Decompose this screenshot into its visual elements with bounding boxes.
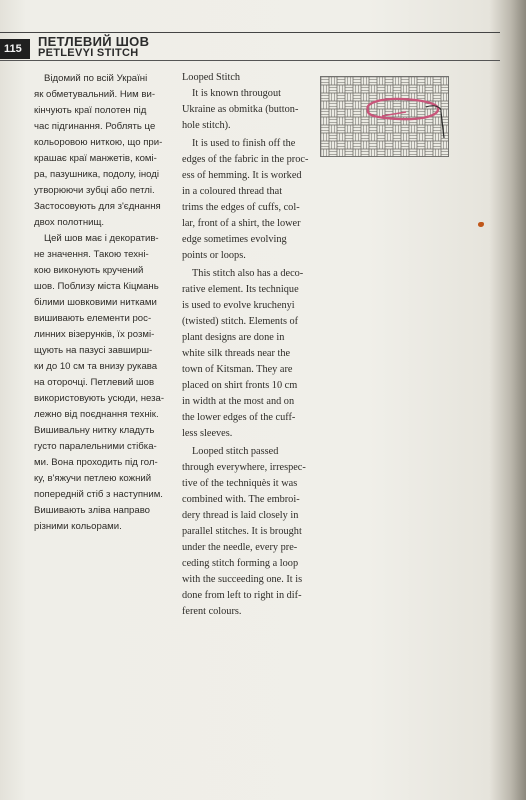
ukrainian-text-line: використовують усюди, неза- [34,393,165,404]
english-text-line: with the succeeding one. It is [182,574,303,585]
english-text-line: parallel stitches. It is brought [182,526,302,537]
english-text-line: hole stitch). [182,120,231,131]
ukrainian-text-line: на оторочці. Петлевий шов [34,377,155,388]
english-text-line: in width at the most and on [182,396,295,407]
ukrainian-text-line: щують на пазусі завширш- [34,345,153,356]
ukrainian-text-line: як обметувальний. Ним ви- [34,89,156,100]
ukrainian-text-line: Цей шов має і декоратив- [44,233,159,244]
english-text-line: plant designs are done in [182,332,285,343]
title-ukrainian: ПЕТЛЕВИЙ ШОВ [38,34,150,49]
english-text-column [182,70,312,620]
ukrainian-text-line: білими шовковими нитками [34,297,157,308]
english-text-line: Ukraine as obmitka (button- [182,104,299,115]
english-text-line: ceding stitch forming a loop [182,558,299,569]
english-text-line: combined with. The embroi- [182,494,300,505]
english-text-line: rative element. Its technique [182,284,299,295]
title-english: PETLEVYI STITCH [38,47,139,59]
english-text-line: done from left to right in dif- [182,590,302,601]
english-text-line: It is used to finish off the [192,138,296,149]
ukrainian-text-line: кою виконують кручений [34,265,144,276]
page-number: 115 [0,39,30,59]
ukrainian-text-column [34,71,164,535]
english-text-line: in a coloured thread that [182,186,283,197]
english-text-line: trims the edges of cuffs, col- [182,202,300,213]
header-bottom-rule [0,60,500,61]
english-text-line: tive of the techniquès it was [182,478,298,489]
english-text-line: ess of hemming. It is worked [182,170,302,181]
ukrainian-text-line: вишивають елементи рос- [34,313,152,324]
ukrainian-text-line: Відомий по всій Україні [44,73,148,84]
english-text-line: (twisted) stitch. Elements of [182,316,299,327]
stitch-diagram-icon [320,76,449,157]
header-top-rule [0,32,500,33]
ukrainian-text-line: ми. Вона проходить під гол- [34,457,158,468]
ukrainian-text-line: густо паралельними стібка- [34,441,157,452]
english-heading: Looped Stitch [182,72,241,83]
english-text-line: edge sometimes evolving [182,234,287,245]
ukrainian-text-line: шов. Поблизу міста Кіцмань [34,281,159,292]
ukrainian-text-line: час підгинання. Роблять це [34,121,156,132]
english-text-line: through everywhere, irrespec- [182,462,306,473]
ukrainian-text-line: Вишивають зліва направо [34,505,151,516]
english-text-line: ferent colours. [182,606,242,617]
ukrainian-text-line: кінчують краї полотен під [34,105,147,116]
ukrainian-text-line: не значення. Такою техні- [34,249,149,260]
english-text-line: under the needle, every pre- [182,542,298,553]
ukrainian-text-line: ра, пазушника, подолу, іноді [34,169,160,180]
english-text-line: white silk threads near the [182,348,291,359]
english-text-line: It is known througout [192,88,281,99]
english-text-line: points or loops. [182,250,246,261]
ukrainian-text-line: лежно від поєднання технік. [34,409,159,420]
english-text-line: town of Kitsman. They are [182,364,293,375]
english-text-line: edges of the fabric in the proc- [182,154,309,165]
ukrainian-text-line: утворюючи зубці або петлі. [34,185,155,196]
english-text-line: placed on shirt fronts 10 cm [182,380,298,391]
english-text-line: lar, front of a shirt, the lower [182,218,301,229]
ukrainian-text-line: різними кольорами. [34,521,122,532]
english-text-line: the lower edges of the cuff- [182,412,296,423]
ukrainian-text-line: ку, в'яжучи петлею кожний [34,473,152,484]
ukrainian-text-line: Застосовують для з'єднання [34,201,161,212]
english-text-line: Looped stitch passed [192,446,279,457]
ukrainian-text-line: линних візерунків, їх розмі- [34,329,155,340]
ukrainian-text-line: Вишивальну нитку кладуть [34,425,155,436]
ukrainian-text-line: кольоровою ниткою, що при- [34,137,163,148]
ukrainian-text-line: ки до 10 см та внизу рукава [34,361,158,372]
english-text-line: is used to evolve kruchenyi [182,300,295,311]
english-text-line: dery thread is laid closely in [182,510,299,521]
ukrainian-text-line: двох полотнищ. [34,217,105,228]
ukrainian-text-line: крашає краї манжетів, комі- [34,153,157,164]
english-text-line: less sleeves. [182,428,233,439]
english-text-line: This stitch also has a deco- [192,268,304,279]
ukrainian-text-line: попередній стіб з наступним. [34,489,163,500]
